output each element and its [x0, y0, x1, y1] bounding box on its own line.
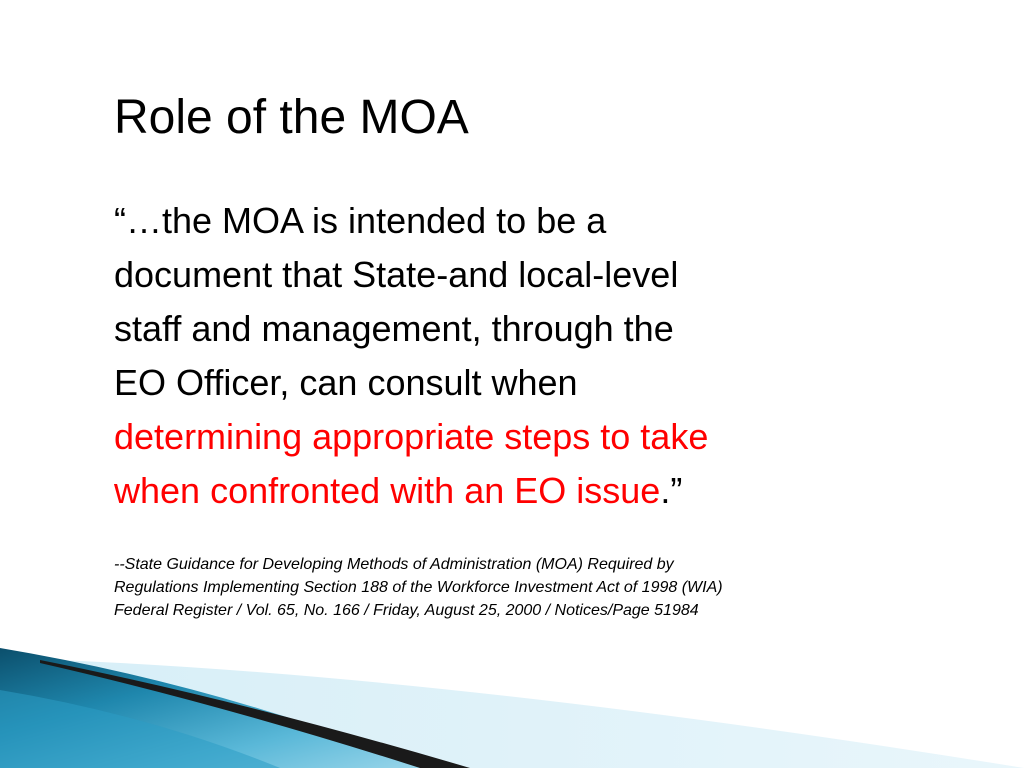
- quote-line: “…the MOA is intended to be a: [114, 200, 607, 241]
- citation-line: --State Guidance for Developing Methods of Administration (MOA) Required by: [114, 556, 674, 573]
- slide-title: Role of the MOA: [114, 91, 469, 144]
- citation-line: Regulations Implementing Section 188 of the Workforce Investment Act of 1998 (WIA): [114, 579, 723, 596]
- quote-line: EO Officer, can consult when: [114, 362, 578, 403]
- quote-block: [114, 194, 904, 518]
- quote-line: document that State-and local-level: [114, 254, 679, 295]
- quote-highlight-line: determining appropriate steps to take: [114, 416, 709, 457]
- quote-line: staff and management, through the: [114, 308, 674, 349]
- citation-line: Federal Register / Vol. 65, No. 166 / Friday, August 25, 2000 / Notices/Page 51984: [114, 602, 699, 619]
- citation: [114, 553, 914, 622]
- quote-line: [114, 464, 904, 518]
- quote-highlight-text: when confronted with an EO issue: [114, 470, 661, 511]
- decorative-wave-graphic: [0, 630, 1024, 768]
- quote-closing-mark: .”: [660, 470, 683, 511]
